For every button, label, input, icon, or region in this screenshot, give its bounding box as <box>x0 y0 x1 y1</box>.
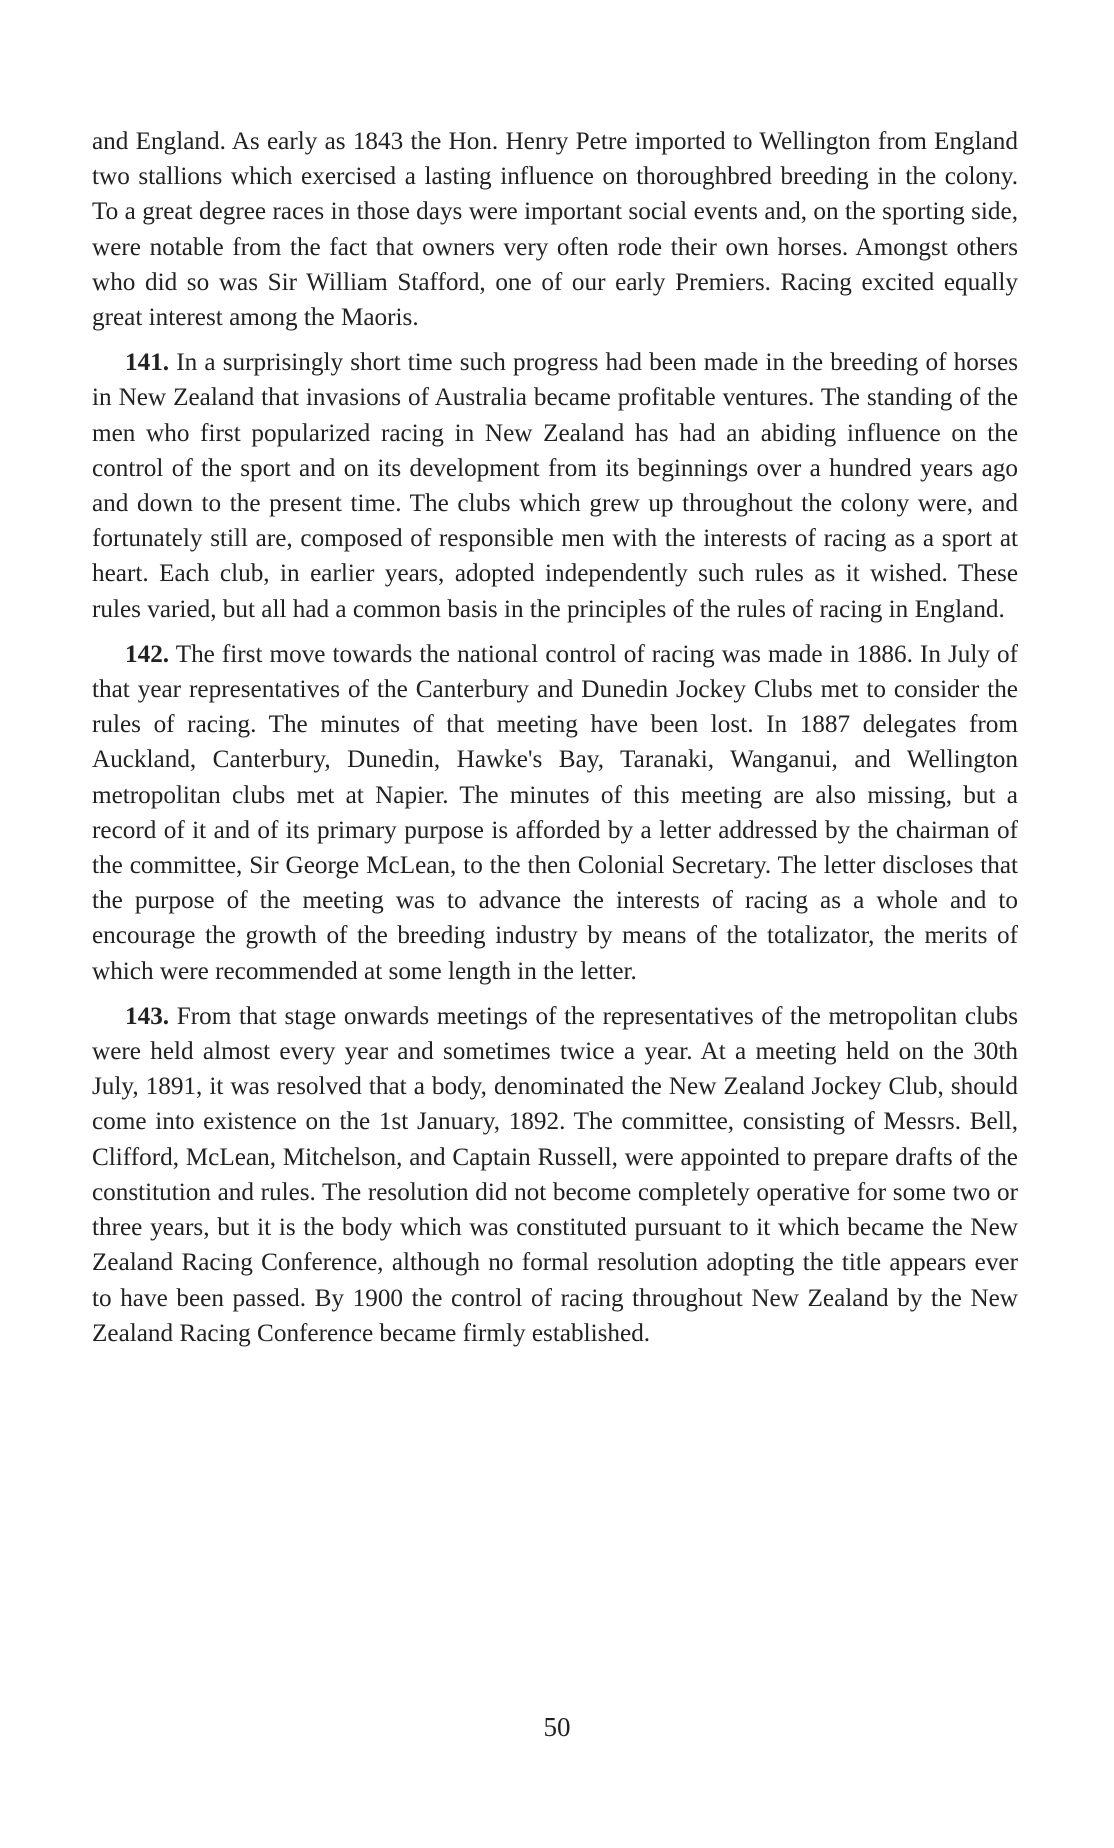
paragraph-142 <box>92 637 1018 989</box>
paragraph-text: and England. As early as 1843 the Hon. Henry Petre imported to Wellington from England two stallions which exercised a lasting influence on thoroughbred breeding in the colony. To a great degree races in those days were important social events and, on the sporting side, were notable from the fact that owners very often rode their own horses. Amongst others who did so was Sir William Stafford, one of our early Premiers. Racing excited equally great interest among the Maoris. <box>92 128 1018 332</box>
page-body <box>92 124 1018 1351</box>
paragraph-number: 142. <box>125 640 170 668</box>
paragraph-141 <box>92 345 1018 627</box>
paragraph-text: The first move towards the national control of racing was made in 1886. In July of that year representatives of the Canterbury and Dunedin Jockey Clubs met to consider the rules of racing. The minutes of that meeting have been lost. In 1887 delegates from Auckland, Canterbury, Dunedin, Hawke's Bay, Taranaki, Wanganui, and Wellington metropolitan clubs met at Napier. The minutes of this meeting are also missing, but a record of it and of its primary purpose is afforded by a letter addressed by the chairman of the committee, Sir George McLean, to the then Colonial Secretary. The letter discloses that the purpose of the meeting was to advance the interests of racing as a whole and to encourage the growth of the breeding industry by means of the totalizator, the merits of which were recommended at some length in the letter. <box>92 640 1019 985</box>
paragraph-continued <box>92 124 1018 335</box>
paragraph-number: 141. <box>125 349 170 377</box>
paragraph-number: 143. <box>125 1002 170 1030</box>
paragraph-text: From that stage onwards meetings of the representatives of the metropolitan clubs were held almost every year and sometimes twice a year. At a meeting held on the 30th July, 1891, it was resolved that a body, denominated the New Zealand Jockey Club, should come into existence on the 1st January, 1892. The committee, consisting of Messrs. Bell, Clifford, McLean, Mitchelson, and Captain Russell, were appointed to prepare drafts of the constitution and rules. The resolution did not become completely operative for some two or three years, but it is the body which was constituted pursuant to it which became the New Zealand Racing Conference, although no formal resolution adopting the title appears ever to have been passed. By 1900 the control of racing throughout New Zealand by the New Zealand Racing Conference became firmly established. <box>92 1002 1019 1347</box>
page-number: 50 <box>543 1712 571 1742</box>
paragraph-text: In a surprisingly short time such progress had been made in the breeding of horses in New Zealand that invasions of Australia became profitable ventures. The standing of the men who first popularized racing in New Zealand has had an abiding influence on the control of the sport and on its development from its beginnings over a hundred years ago and down to the present time. The clubs which grew up throughout the colony were, and fortunately still are, composed of responsible men with the interests of racing as a sport at heart. Each club, in earlier years, adopted independently such rules as it wished. These rules varied, but all had a common basis in the principles of the rules of racing in England. <box>92 349 1019 623</box>
paragraph-143 <box>92 999 1018 1351</box>
